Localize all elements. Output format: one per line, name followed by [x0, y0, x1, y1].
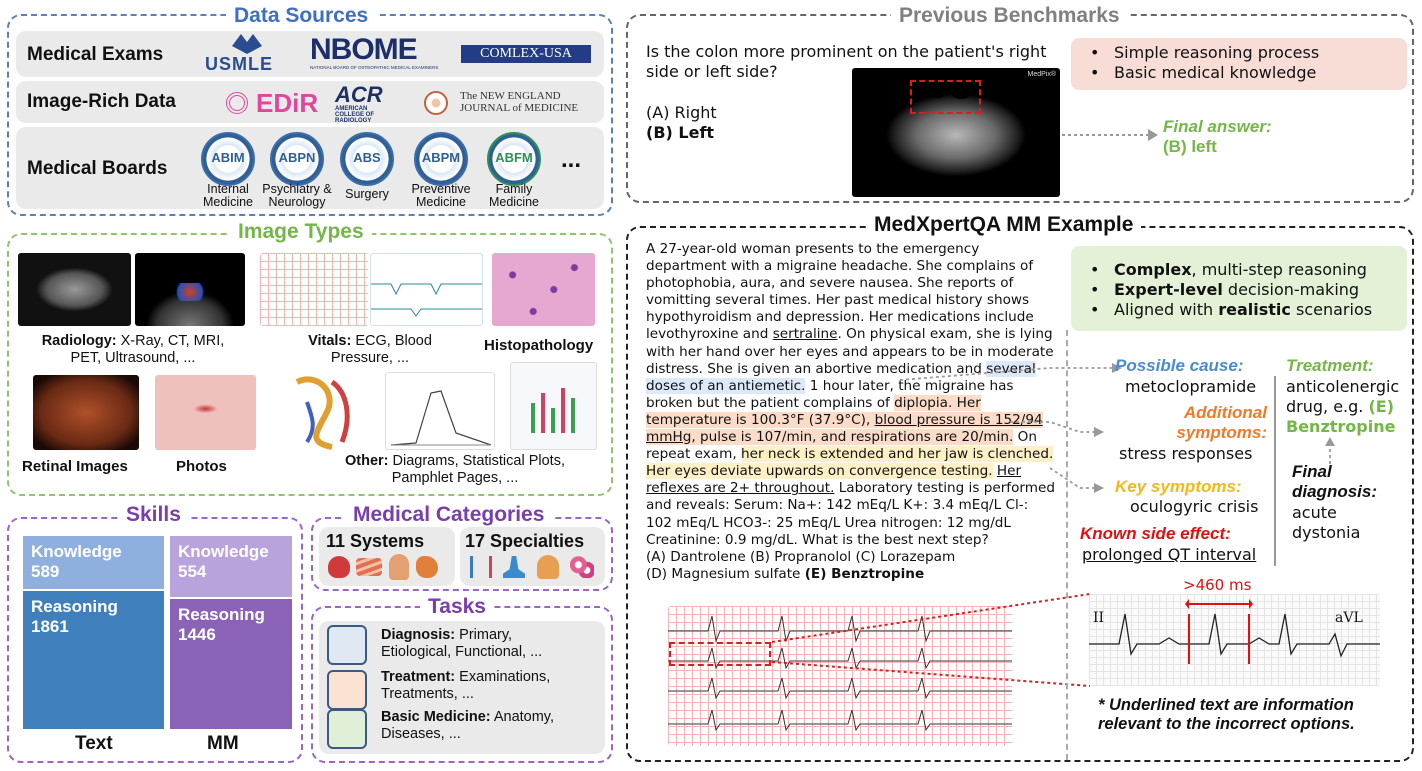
mm-knowledge-tile: Knowledge 554: [170, 536, 292, 597]
task-basic-medicine: Basic Medicine: Anatomy, Diseases, ...: [381, 709, 555, 742]
previous-bullet-1: •: [1090, 43, 1100, 62]
treatment-value: anticolenergic drug, e.g. (E) Benztropine: [1286, 377, 1400, 436]
divider-line: [1066, 330, 1068, 760]
photo-image: [155, 375, 256, 450]
abpn-seal-icon: ABPN: [270, 132, 324, 186]
previous-bullet-2-text: Basic medical knowledge: [1114, 63, 1317, 82]
diagnosis-icon: [327, 625, 367, 665]
board-surgery: Surgery: [345, 187, 389, 201]
retinal-caption: Retinal Images: [22, 458, 128, 475]
skills-title: Skills: [118, 503, 189, 527]
other-caption: Other: Diagrams, Statistical Plots, Pamphlet Pages, ...: [345, 453, 565, 486]
text-knowledge-tile: Knowledge 589: [23, 536, 164, 589]
previous-final-label: Final answer:: [1163, 117, 1272, 136]
abfm-seal-icon: ABFM: [487, 132, 541, 186]
data-sources-title: Data Sources: [226, 4, 376, 28]
possible-cause-label: Possible cause:: [1115, 356, 1244, 375]
previous-option-a: (A) Right: [646, 103, 717, 122]
pamphlet-image: [510, 362, 597, 450]
nbome-logo: NBOME NATIONAL BOARD OF OSTEOPATHIC MEDICAL EXAMINERS: [310, 33, 439, 70]
abpm-seal-icon: ABPM: [414, 132, 468, 186]
ct-scan-image: [18, 253, 131, 326]
nejm-logo: The NEW ENGLAND JOURNAL of MEDICINE: [424, 88, 600, 118]
reasoning-bracket: [1268, 376, 1276, 566]
categories-title: Medical Categories: [345, 503, 552, 527]
example-bullet-1: •: [1090, 260, 1100, 279]
text-axis-label: Text: [75, 733, 113, 754]
footnote: * Underlined text are information relevant to the incorrect options.: [1098, 696, 1355, 733]
more-boards: ...: [561, 146, 582, 173]
previous-final-value: (B) left: [1163, 137, 1217, 156]
previous-option-b: (B) Left: [646, 123, 715, 142]
task-diagnosis: Diagnosis: Primary, Etiological, Functional, ...: [381, 627, 543, 660]
ecg-vitals-image: [260, 253, 368, 326]
image-rich-label: Image-Rich Data: [27, 91, 176, 112]
colon-ct-image: MedPix®: [852, 68, 1060, 197]
previous-title: Previous Benchmarks: [891, 4, 1128, 28]
final-diagnosis-value: acute dystonia: [1292, 503, 1361, 542]
treatment-icon: [327, 670, 367, 710]
previous-bullet-2: •: [1090, 63, 1100, 82]
task-treatment: Treatment: Examinations, Treatments, ...: [381, 669, 551, 702]
dna-icon: [470, 556, 492, 578]
medical-exams-label: Medical Exams: [27, 44, 164, 65]
photos-caption: Photos: [176, 458, 227, 475]
board-preventive: Preventive Medicine: [411, 182, 471, 209]
example-title: MedXpertQA MM Example: [866, 213, 1141, 237]
reasoning-arrows: [900, 340, 1130, 510]
edir-logo: EDiR: [226, 86, 324, 118]
doctor-icon: [537, 555, 559, 579]
usmle-logo: USMLE: [205, 34, 293, 74]
example-bullet-2: •: [1090, 280, 1100, 299]
statistical-plot-image: [385, 372, 495, 450]
specialties-label: 17 Specialties: [465, 531, 585, 551]
qt-interval-arrow: [1185, 597, 1255, 611]
mm-reasoning-tile: Reasoning 1446: [170, 599, 292, 729]
example-bullet-3: •: [1090, 300, 1100, 319]
possible-cause-value: metoclopramide: [1125, 377, 1257, 396]
ecg-zoom-image: II aVL: [1089, 594, 1380, 686]
muscle-icon: [356, 558, 382, 576]
previous-bullet-1-text: Simple reasoning process: [1114, 43, 1320, 62]
qt-interval-label: >460 ms: [1183, 576, 1252, 594]
systems-label: 11 Systems: [326, 531, 425, 551]
previous-question: Is the colon more prominent on the patient's right side or left side?: [646, 42, 1047, 81]
acr-logo: ACR AMERICAN COLLEGE OF RADIOLOGY: [335, 82, 383, 124]
additional-symptoms-value: stress responses: [1119, 444, 1253, 463]
vitals-caption: Vitals: ECG, Blood Pressure, ...: [308, 333, 432, 366]
side-effect-label: Known side effect:: [1080, 524, 1231, 543]
key-symptoms-value: oculogyric crisis: [1130, 497, 1259, 516]
heart-icon: [328, 556, 350, 578]
retinal-image: [33, 375, 139, 450]
key-symptoms-label: Key symptoms:: [1115, 477, 1242, 496]
text-reasoning-tile: Reasoning 1861: [23, 591, 164, 729]
histopathology-image: [492, 253, 595, 326]
treatment-label: Treatment:: [1286, 356, 1374, 375]
zoom-lines: [770, 590, 1100, 690]
comlex-logo: COMLEX-USA: [461, 45, 591, 63]
abim-seal-icon: ABIM: [201, 132, 255, 186]
abs-seal-icon: ABS: [340, 132, 394, 186]
final-diagnosis-label: Final diagnosis:: [1292, 462, 1378, 501]
basic-medicine-icon: [327, 709, 367, 749]
case-text: A 27-year-old woman presents to the emergency department with a migraine headache. She complains of photophobia, aura, and severe nausea. She reports of vomitting several times. Her past medical history shows hypothyroidism and depression. Her medications include levothyroxine and sertraline. On physical exam, she is lying with her hand over her eyes and appears to be in moderate distress. She is given an abortive medication and several doses of an antiemetic. 1 hour later, the migraine has broken but the patient complains of diplopia. Her temperature is 100.3°F (37.9°C), blood pressure is 152/94 mmHg, pulse is 107/min, and respirations are 20/min. On repeat exam, her neck is extended and her jaw is clenched. Her eyes deviate upwards on convergence testing. Her reflexes are 2+ throughout. Laboratory testing is performed and reveals: Serum: Na+: 142 mEq/L K+: 3.4 mEq/L Cl-: 102 mEq/L HCO3-: 25 mEq/L Urea nitrogen: 12 mg/dL Creatinine: 0.9 mg/dL. What is the best next step? (A) Dantrolene (B) Propranolol (C) Lorazepam (D) Magnesium sulfate (E) Benztropine: [646, 241, 1055, 582]
example-bullet-1-text: Complex, multi-step reasoning: [1114, 260, 1367, 279]
example-bullet-3-text: Aligned with realistic scenarios: [1114, 300, 1373, 319]
tasks-title: Tasks: [420, 595, 494, 619]
board-family: Family Medicine: [488, 182, 540, 209]
anatomy-diagram-image: [277, 372, 372, 450]
image-types-title: Image Types: [230, 220, 372, 244]
side-effect-value: prolonged QT interval: [1082, 545, 1257, 564]
ultrasound-image: [135, 253, 245, 326]
example-bullet-2-text: Expert-level decision-making: [1114, 280, 1360, 299]
bp-vitals-image: [370, 253, 483, 326]
board-psychiatry: Psychiatry & Neurology: [262, 182, 332, 209]
board-internal-medicine: Internal Medicine: [202, 182, 254, 209]
stomach-icon: [416, 556, 438, 578]
cells-icon: [570, 556, 594, 578]
radiology-caption: Radiology: X-Ray, CT, MRI, PET, Ultrasound, ...: [41, 333, 225, 366]
histopathology-caption: Histopathology: [484, 337, 594, 354]
previous-arrow: [1060, 125, 1160, 145]
body-icon: [389, 554, 409, 580]
additional-symptoms-label: Additional symptoms:: [1176, 403, 1267, 442]
medical-boards-label: Medical Boards: [27, 158, 168, 179]
mm-axis-label: MM: [207, 733, 239, 754]
